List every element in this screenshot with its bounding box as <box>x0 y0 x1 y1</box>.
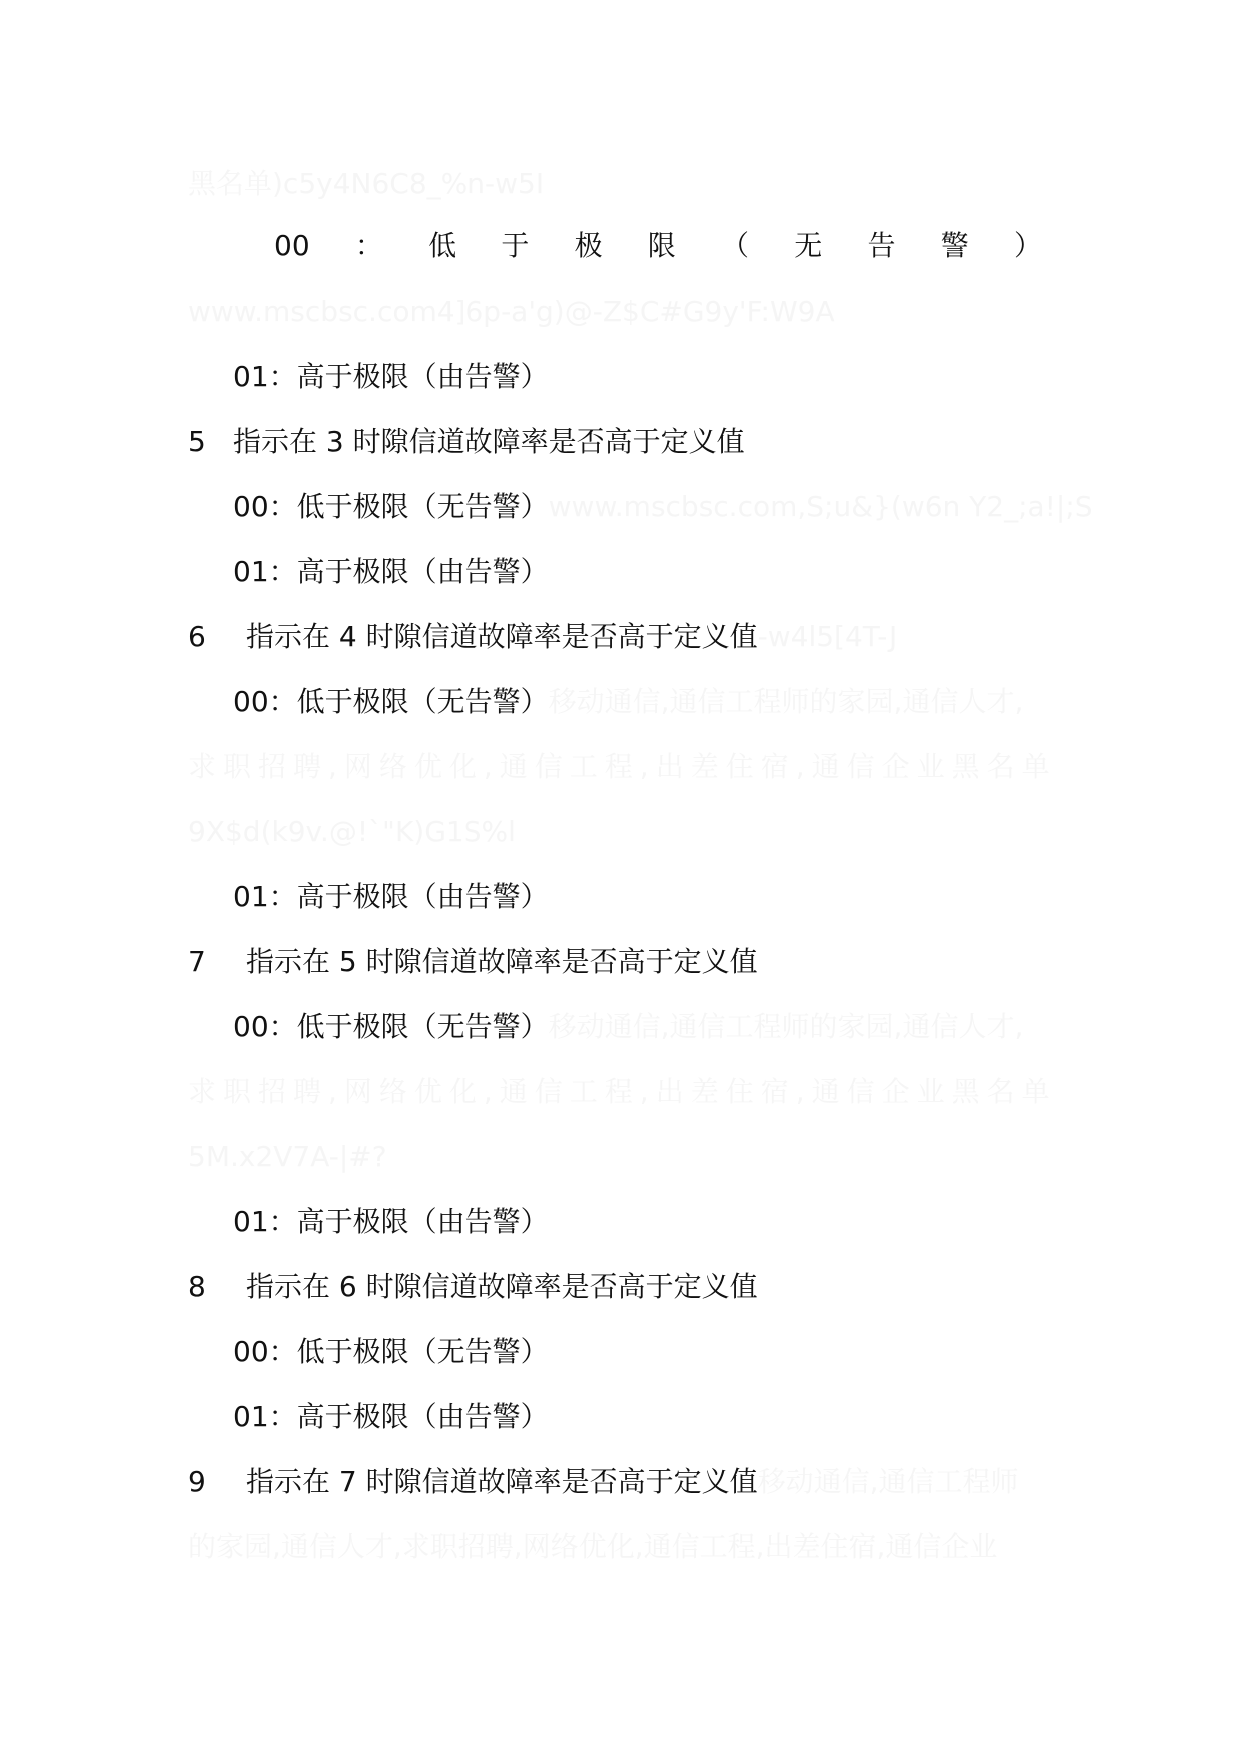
justified-option-line <box>274 228 1042 264</box>
watermark-inline: 移动通信,通信工程师 <box>757 1465 1019 1498</box>
option-high: 01：高于极限（由告警） <box>233 1205 549 1238</box>
item-number: 7 <box>188 945 206 978</box>
watermark-line: 求职招聘,网络优化,通信工程,出差住宿,通信企业黑名单 <box>188 750 1057 783</box>
option-char: 低 <box>428 229 457 262</box>
option-char: ： <box>354 229 383 262</box>
item-number: 8 <box>188 1270 206 1303</box>
option-high: 01：高于极限（由告警） <box>233 555 549 588</box>
option-code: 00 <box>274 229 310 262</box>
item-number: 5 <box>188 425 206 458</box>
item-number: 9 <box>188 1465 206 1498</box>
item-description: 指示在 3 时隙信道故障率是否高于定义值 <box>233 425 745 458</box>
option-low: 00：低于极限（无告警） <box>233 1335 549 1368</box>
option-char: 警 <box>940 229 969 262</box>
item-description: 指示在 7 时隙信道故障率是否高于定义值 <box>246 1465 758 1498</box>
option-low: 00：低于极限（无告警） <box>233 490 549 523</box>
watermark-line: 5M.x2V7A-|#? <box>188 1140 387 1173</box>
watermark-inline: 移动通信,通信工程师的家园,通信人才, <box>548 1010 1024 1043</box>
item-number: 6 <box>188 620 206 653</box>
option-low-line <box>233 1009 1023 1045</box>
option-char: 极 <box>574 229 603 262</box>
option-char: （ <box>721 229 750 262</box>
option-char: ） <box>1013 229 1042 262</box>
watermark-line: 黑名单)c5y4N6C8_%n-w5I <box>188 167 545 200</box>
option-char: 限 <box>647 229 676 262</box>
option-low: 00：低于极限（无告警） <box>233 1010 549 1043</box>
watermark-line: www.mscbsc.com4]6p-a'g)@-Z$C#G9y'F:W9A <box>188 295 835 328</box>
watermark-inline: 移动通信,通信工程师的家园,通信人才, <box>548 685 1024 718</box>
item-description-line <box>246 1464 1019 1500</box>
option-low-line <box>233 489 1093 525</box>
option-low-line <box>233 684 1023 720</box>
item-description: 指示在 5 时隙信道故障率是否高于定义值 <box>246 945 758 978</box>
watermark-line: 求职招聘,网络优化,通信工程,出差住宿,通信企业黑名单 <box>188 1075 1057 1108</box>
option-high: 01：高于极限（由告警） <box>233 880 549 913</box>
watermark-inline: -w4l5[4T-J <box>757 620 898 653</box>
option-char: 告 <box>867 229 896 262</box>
option-char: 无 <box>794 229 823 262</box>
option-high: 01：高于极限（由告警） <box>233 360 549 393</box>
item-description: 指示在 6 时隙信道故障率是否高于定义值 <box>246 1270 758 1303</box>
option-low: 00：低于极限（无告警） <box>233 685 549 718</box>
option-high: 01：高于极限（由告警） <box>233 1400 549 1433</box>
item-description: 指示在 4 时隙信道故障率是否高于定义值 <box>246 620 758 653</box>
item-description-line <box>246 619 897 655</box>
option-char: 于 <box>501 229 530 262</box>
watermark-line: 9X$d(k9v.@!`"K)G1S%l <box>188 815 516 848</box>
watermark-line: 的家园,通信人才,求职招聘,网络优化,通信工程,出差住宿,通信企业 <box>188 1530 998 1563</box>
watermark-inline: www.mscbsc.com,S;u&}(w6n Y2_;a!|;S <box>548 490 1093 523</box>
